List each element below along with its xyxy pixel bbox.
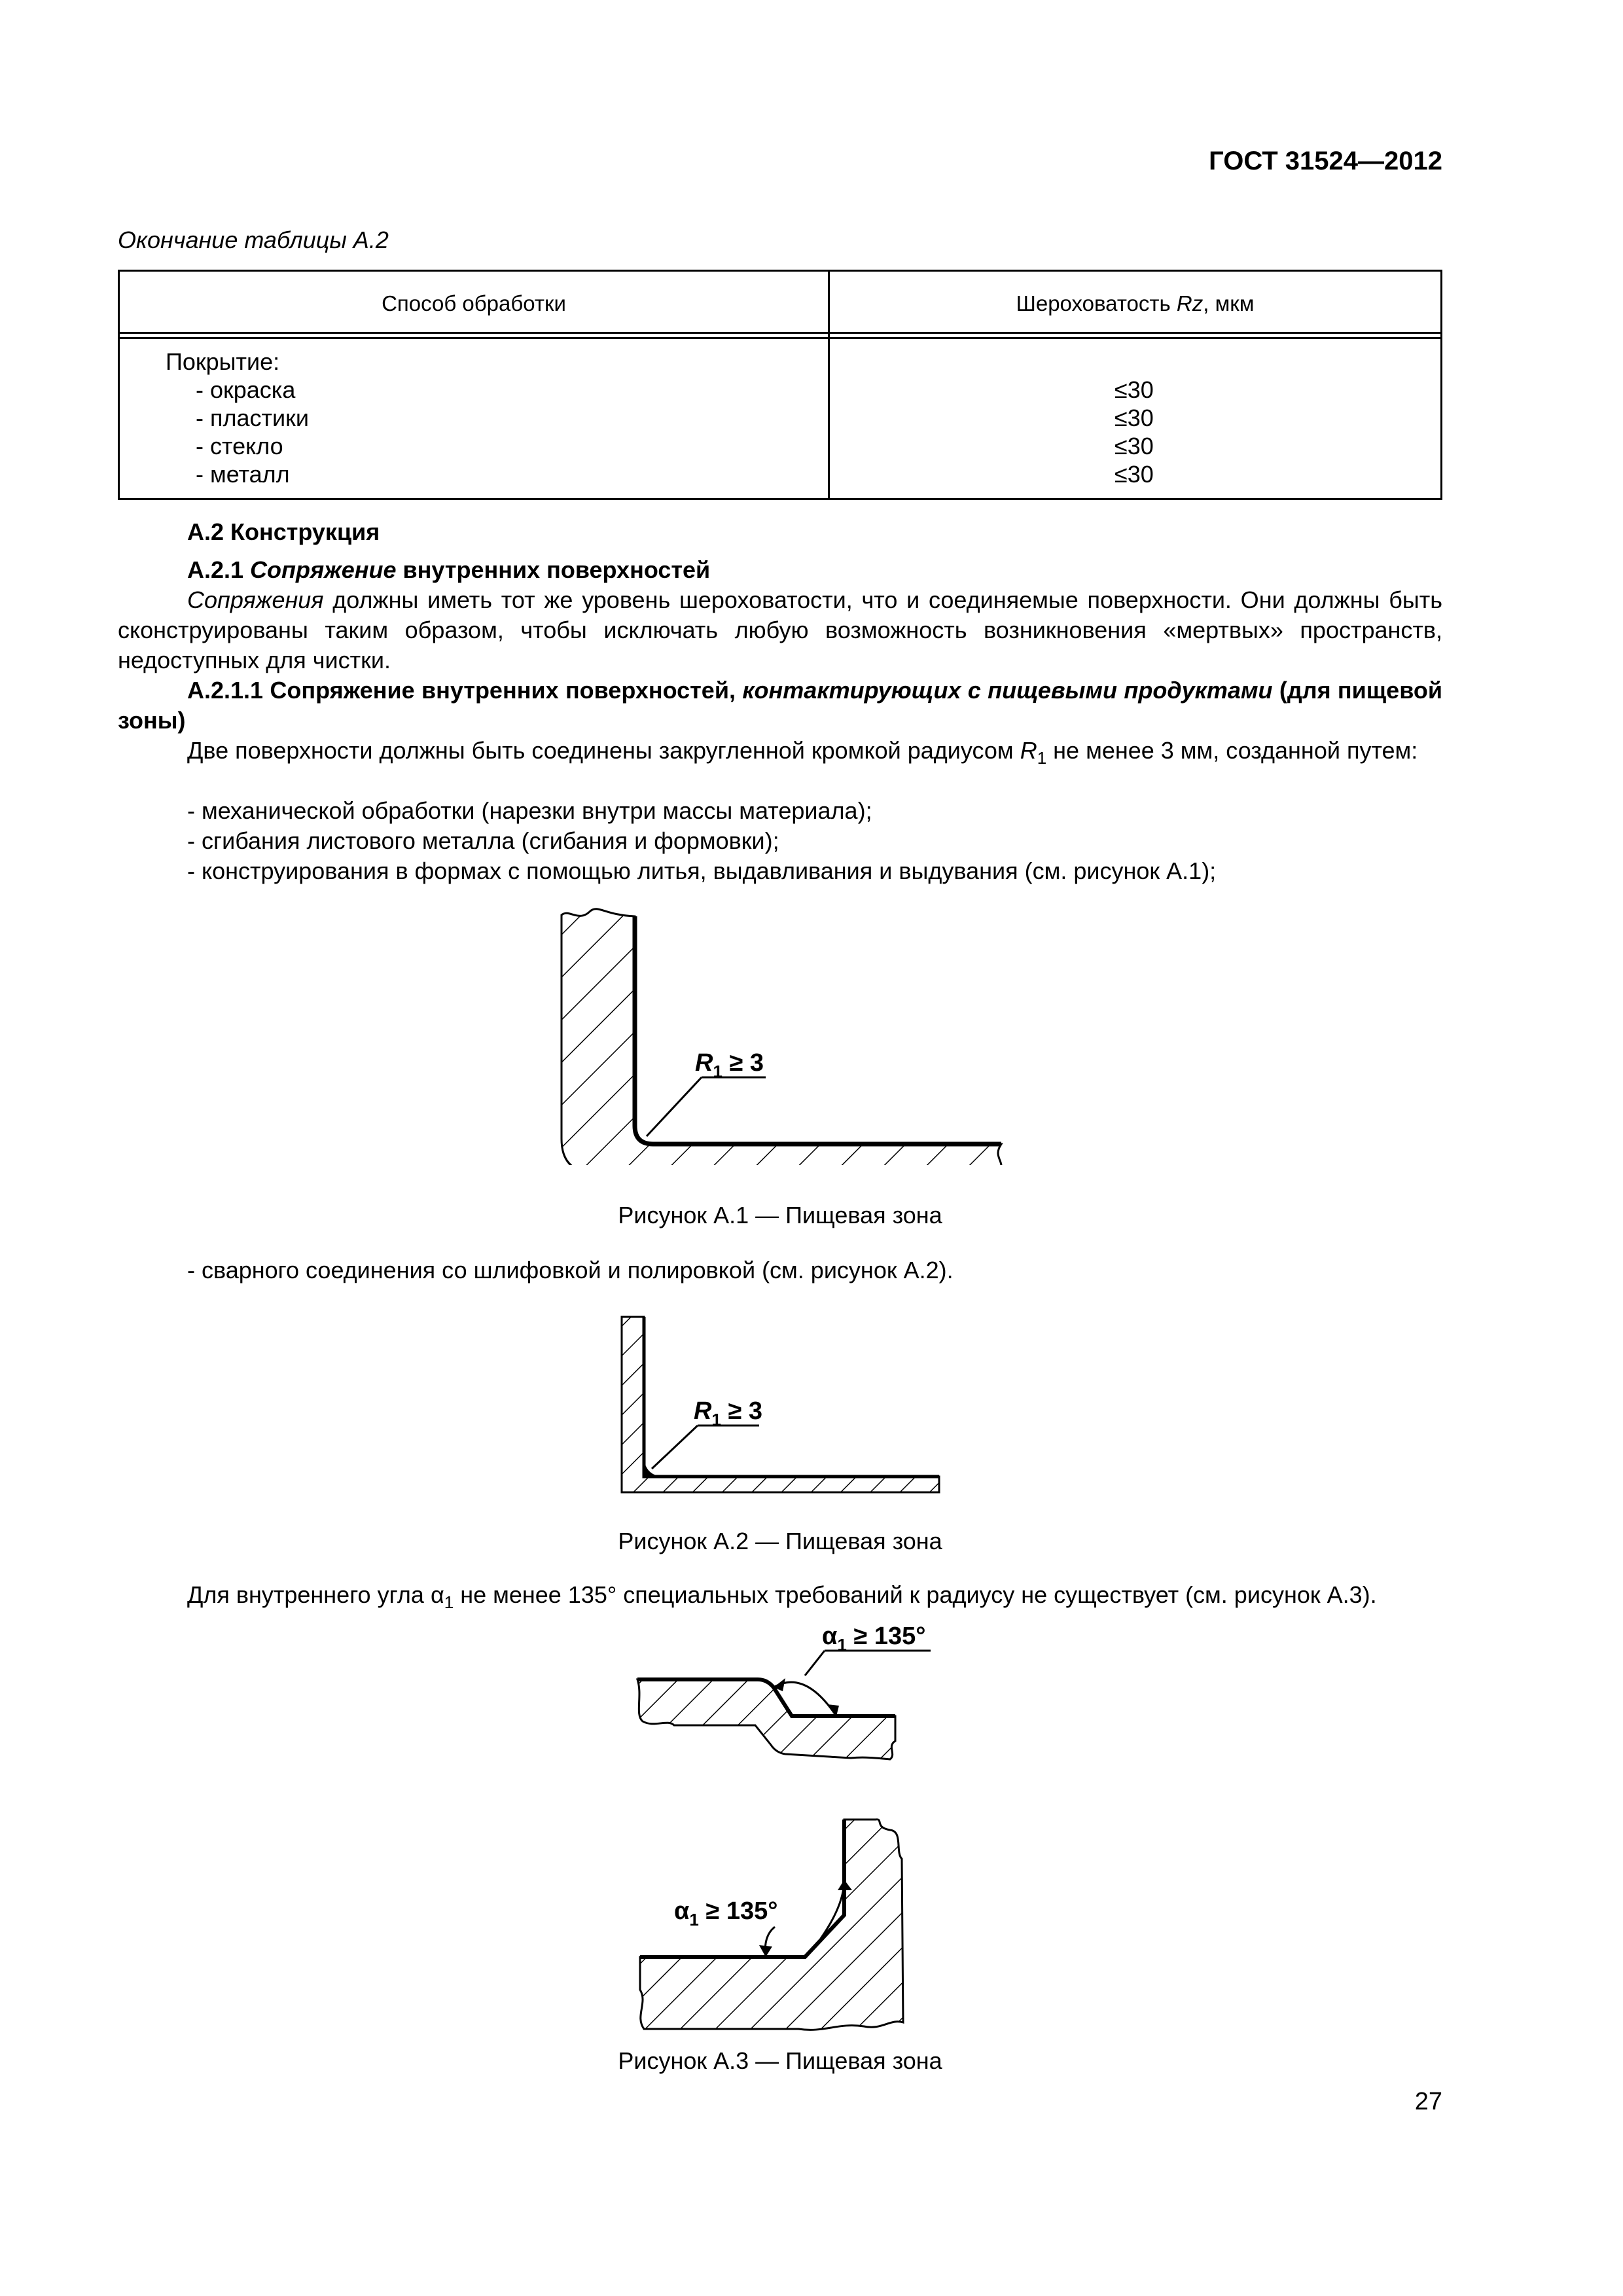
section-heading-a21: А.2.1 Сопряжение внутренних поверхностей — [187, 556, 711, 583]
figure-a3-bent-plate — [637, 1679, 895, 1759]
section-paragraph-a21: Сопряжения должны иметь тот же уровень шероховатости, что и соединяемые поверхности. Они должны быть сконструированы таким образом, чтобы исключать любую возможность возникновения «мертвых» пространств, недоступных для чистки. — [118, 586, 1442, 673]
table-row-roughness: ≤30 — [1115, 404, 1154, 431]
table-row-method: - стекло — [196, 433, 283, 459]
table-row-roughness: ≤30 — [1115, 376, 1154, 403]
list-item: - сгибания листового металла (сгибания и формовки); — [187, 827, 779, 854]
figure-a3-caption: Рисунок А.3 — Пищевая зона — [618, 2047, 942, 2074]
figure-a2-caption: Рисунок А.2 — Пищевая зона — [618, 1528, 942, 1554]
section-heading-a211: А.2.1.1 Сопряжение внутренних поверхностей, контактирующих с пищевыми продуктами (для пищевой зоны) — [118, 677, 1442, 734]
figure-a2-body — [622, 1317, 939, 1492]
figure-a3-drawing — [628, 1623, 942, 2042]
figure-a2-leader-line — [652, 1426, 698, 1469]
table-header-divider-double — [120, 337, 1440, 339]
rz-symbol: Rz — [1176, 291, 1204, 315]
figure-a1-leader-line — [647, 1077, 702, 1136]
table-header-divider — [120, 332, 1440, 334]
weld-list-item: - сварного соединения со шлифовкой и полировкой (см. рисунок А.2). — [187, 1257, 954, 1283]
section-heading-a2: А.2 Конструкция — [187, 518, 380, 545]
document-code: ГОСТ 31524—2012 — [1209, 147, 1442, 175]
page-number: 27 — [1414, 2088, 1442, 2115]
table-header-roughness: Шероховатость Rz, мкм — [1016, 291, 1255, 315]
figure-a3-label-top: $\alpha_1 \ge 135^\circ$ — [822, 1623, 926, 1655]
table-group-label: Покрытие: — [166, 348, 280, 375]
angle-paragraph: Для внутреннего угла $\alpha_1$ не менее 135° специальных требований к радиусу не существует (см. рисунок А.3). — [187, 1581, 1377, 1613]
figure-a1-label: $R_1 \ge 3$ — [695, 1049, 764, 1081]
table-row-roughness: ≤30 — [1115, 433, 1154, 459]
table-caption: Окончание таблицы А.2 — [118, 226, 389, 253]
table-row-roughness: ≤30 — [1115, 461, 1154, 488]
figure-a1-drawing — [550, 903, 1008, 1165]
table-header-method: Способ обработки — [382, 291, 566, 315]
figure-a2-drawing — [609, 1309, 949, 1505]
table-row-method: - пластики — [196, 404, 309, 431]
section-paragraph-radius: Две поверхности должны быть соединены закругленной кромкой радиусом $R_1$ не менее 3 мм, созданной путем: — [187, 737, 1418, 768]
roughness-table — [118, 270, 1442, 500]
list-item: - механической обработки (нарезки внутри массы материала); — [187, 797, 872, 824]
figure-a3-leader-top — [805, 1651, 825, 1676]
table-row-method: - окраска — [196, 376, 296, 403]
table-row-method: - металл — [196, 461, 290, 488]
list-item: - конструирования в формах с помощью литья, выдавливания и выдувания (см. рисунок А.1); — [187, 857, 1217, 884]
figure-a1-body — [562, 909, 1001, 1165]
figure-a1-caption: Рисунок А.1 — Пищевая зона — [618, 1202, 942, 1229]
figure-a3-label-bottom: $\alpha_1 \ge 135^\circ$ — [674, 1897, 778, 1929]
figure-a2-label: $R_1 \ge 3$ — [694, 1397, 763, 1429]
